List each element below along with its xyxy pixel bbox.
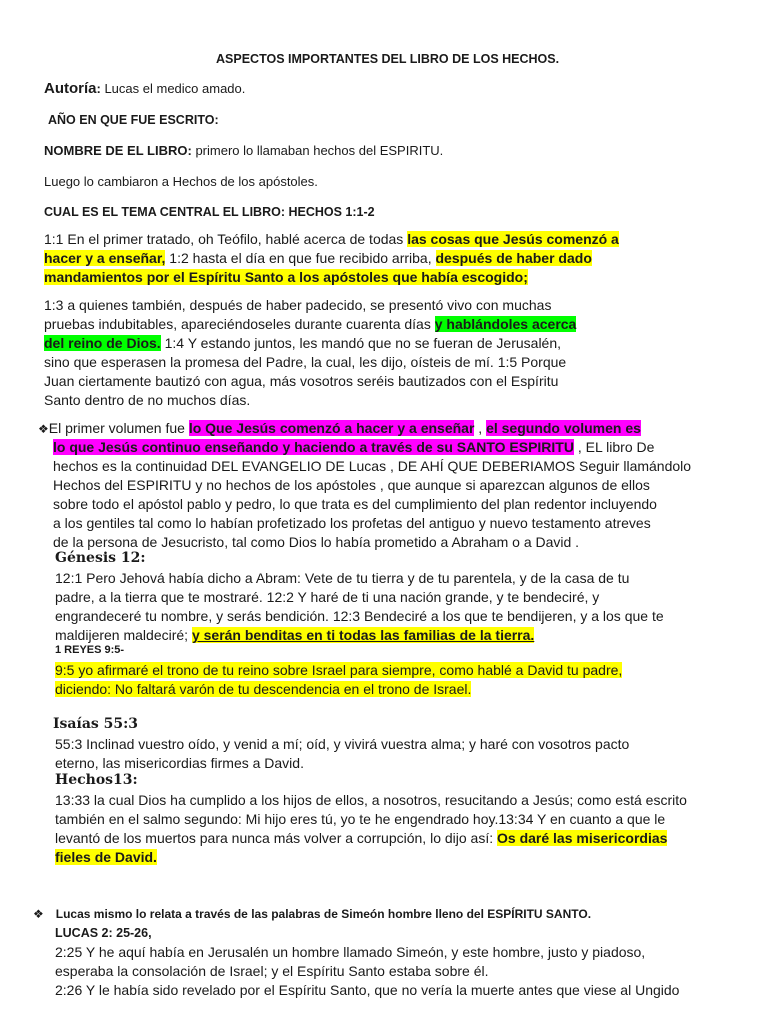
p2-line-2 [44, 315, 576, 334]
p2-text: pruebas indubitables, apareciéndoseles durante cuarenta días [44, 316, 435, 332]
hechos13-text: levantó de los muertos para nunca más volver a corrupción, lo dijo así: [55, 830, 498, 846]
p1-line-2 [44, 249, 592, 268]
reyes-highlight-2: diciendo: No faltará varón de tu descendencia en el trono de Israel. [55, 681, 472, 697]
genesis-line-4 [55, 626, 534, 645]
p2-line-6: Santo dentro de no muchos días. [44, 392, 251, 408]
reyes-heading: 1 REYES 9:5- [55, 644, 125, 656]
hechos13-highlight-1: Os daré las misericordias [497, 830, 668, 846]
lucas-intro: Lucas mismo lo relata a través de las palabras de Simeón hombre lleno del ESPÍRITU SANTO. [55, 907, 592, 921]
p2-line-5: Juan ciertamente bautizó con agua, más vosotros seréis bautizados con el Espíritu [44, 373, 559, 389]
isaias-heading: Isaías 55:3 [53, 716, 139, 732]
lucas-intro-line [33, 907, 591, 921]
p2-line-4: sino que esperasen la promesa del Padre, la cual, les dijo, oísteis de mí. 1:5 Porque [44, 354, 567, 370]
p2-highlight-1: y hablándoles acerca [434, 316, 577, 332]
lucas-line-1: 2:25 Y he aquí había en Jerusalén un hombre llamado Simeón, y este hombre, justo y piadoso, [55, 944, 646, 960]
p3-highlight-3: lo que Jesús continuo enseñando y haciendo a través de su SANTO ESPIRITU [53, 439, 574, 455]
p1-text: 1:1 En el primer tratado, oh Teófilo, hablé acerca de todas [44, 231, 408, 247]
nombre-text: primero lo llamaban hechos del ESPIRITU. [191, 143, 444, 158]
document-title: ASPECTOS IMPORTANTES DEL LIBRO DE LOS HECHOS. [216, 52, 560, 66]
reyes-line-2 [55, 680, 471, 699]
p1-text-2: 1:2 hasta el día en que fue recibido arriba, [165, 250, 436, 266]
genesis-text: maldijeren maldeciré; [55, 627, 192, 643]
p2-text-2: 1:4 Y estando juntos, les mandó que no se fueran de Jerusalén, [160, 335, 562, 351]
p2-line-1: 1:3 a quienes también, después de haber padecido, se presentó vivo con muchas [44, 297, 552, 313]
hechos13-highlight-2: fieles de David. [55, 849, 157, 865]
p3-line-4: Hechos del ESPIRITU y no hechos de los apóstoles , que aunque si aparezcan algunos de ellos [53, 477, 650, 493]
reyes-highlight-1: 9:5 yo afirmaré el trono de tu reino sobre Israel para siempre, como hablé a David tu padre, [55, 662, 623, 678]
nombre-label: NOMBRE DE EL LIBRO: [44, 143, 192, 158]
p3-highlight-1: lo Que Jesús comenzó a hacer y a enseñar [188, 420, 475, 436]
isaias-line-1: 55:3 Inclinad vuestro oído, y venid a mí; oíd, y vivirá vuestra alma; y haré con vosotros pacto [55, 736, 630, 752]
autoria-text: Lucas el medico amado. [100, 81, 246, 96]
luego-line: Luego lo cambiaron a Hechos de los apóstoles. [44, 174, 318, 189]
p3-line-2 [53, 438, 654, 457]
genesis-heading: Génesis 12: [55, 550, 146, 566]
p3-line-1 [38, 419, 641, 439]
p1-highlight-3: después de haber dado [435, 250, 592, 266]
genesis-line-3: engrandeceré tu nombre, y serás bendición. 12:3 Bendeciré a los que te bendijeren, y a los que te [55, 608, 664, 624]
hechos13-heading: Hechos13: [55, 772, 138, 788]
p1-line-1 [44, 230, 619, 249]
p3-line-3: hechos es la continuidad DEL EVANGELIO DE Lucas , DE AHÍ QUE DEBERIAMOS Seguir llamándolo [53, 458, 692, 474]
anio-heading: AÑO EN QUE FUE ESCRITO: [48, 113, 219, 127]
p3-line-5: sobre todo el apóstol pablo y pedro, lo que trata es del cumplimiento del plan redentor incluyendo [53, 496, 657, 512]
lucas-heading: LUCAS 2: 25-26, [55, 926, 152, 940]
autoria-colon: : [96, 81, 101, 96]
lucas-line-2: esperaba la consolación de Israel; y el Espíritu Santo estaba sobre él. [55, 963, 489, 979]
p2-line-3 [44, 334, 561, 353]
p1-line-3 [44, 268, 528, 287]
p2-highlight-2: del reino de Dios. [44, 335, 161, 351]
genesis-line-2: padre, a la tierra que te mostraré. 12:2 Y haré de ti una nación grande, y te bendeciré, y [55, 589, 600, 605]
p1-highlight-2: hacer y a enseñar, [44, 250, 166, 266]
autoria-label: Autoría [44, 80, 97, 97]
hechos13-line-4 [55, 848, 157, 867]
p3-line-7: de la persona de Jesucristo, tal como Dios lo había prometido a Abraham o a David . [53, 534, 580, 550]
p3-sep: , [474, 420, 487, 436]
hechos13-line-3 [55, 829, 667, 848]
hechos13-line-2: también en el salmo segundo: Mi hijo eres tú, yo te he engendrado hoy.13:34 Y en cuanto a que le [55, 811, 666, 827]
hechos13-line-1: 13:33 la cual Dios ha cumplido a los hijos de ellos, a nosotros, resucitando a Jesús; como está escrito [55, 792, 687, 808]
tema-heading: CUAL ES EL TEMA CENTRAL EL LIBRO: HECHOS 1:1-2 [44, 205, 375, 219]
autoria-line [44, 80, 245, 97]
diamond-bullet-icon: ❖ [33, 907, 44, 921]
isaias-line-2: eterno, las misericordias firmes a David. [55, 755, 304, 771]
nombre-line [44, 143, 443, 158]
reyes-line-1 [55, 661, 622, 680]
p3-text: El primer volumen fue [48, 420, 189, 436]
p3-text-2: , EL libro De [573, 439, 655, 455]
p1-highlight-1: las cosas que Jesús comenzó a [407, 231, 619, 247]
lucas-line-3: 2:26 Y le había sido revelado por el Espíritu Santo, que no vería la muerte antes que viese al Ungido [55, 982, 680, 998]
p3-highlight-2: el segundo volumen es [486, 420, 641, 436]
p3-line-6: a los gentiles tal como lo habían profetizado los profetas del antiguo y nuevo testamento atreves [53, 515, 651, 531]
genesis-line-1: 12:1 Pero Jehová había dicho a Abram: Vete de tu tierra y de tu parentela, y de la casa de tu [55, 570, 630, 586]
p1-highlight-4: mandamientos por el Espíritu Santo a los apóstoles que había escogido; [44, 269, 528, 285]
genesis-highlight: y serán benditas en ti todas las familias de la tierra. [191, 627, 535, 643]
diamond-bullet-icon: ❖ [38, 422, 49, 436]
